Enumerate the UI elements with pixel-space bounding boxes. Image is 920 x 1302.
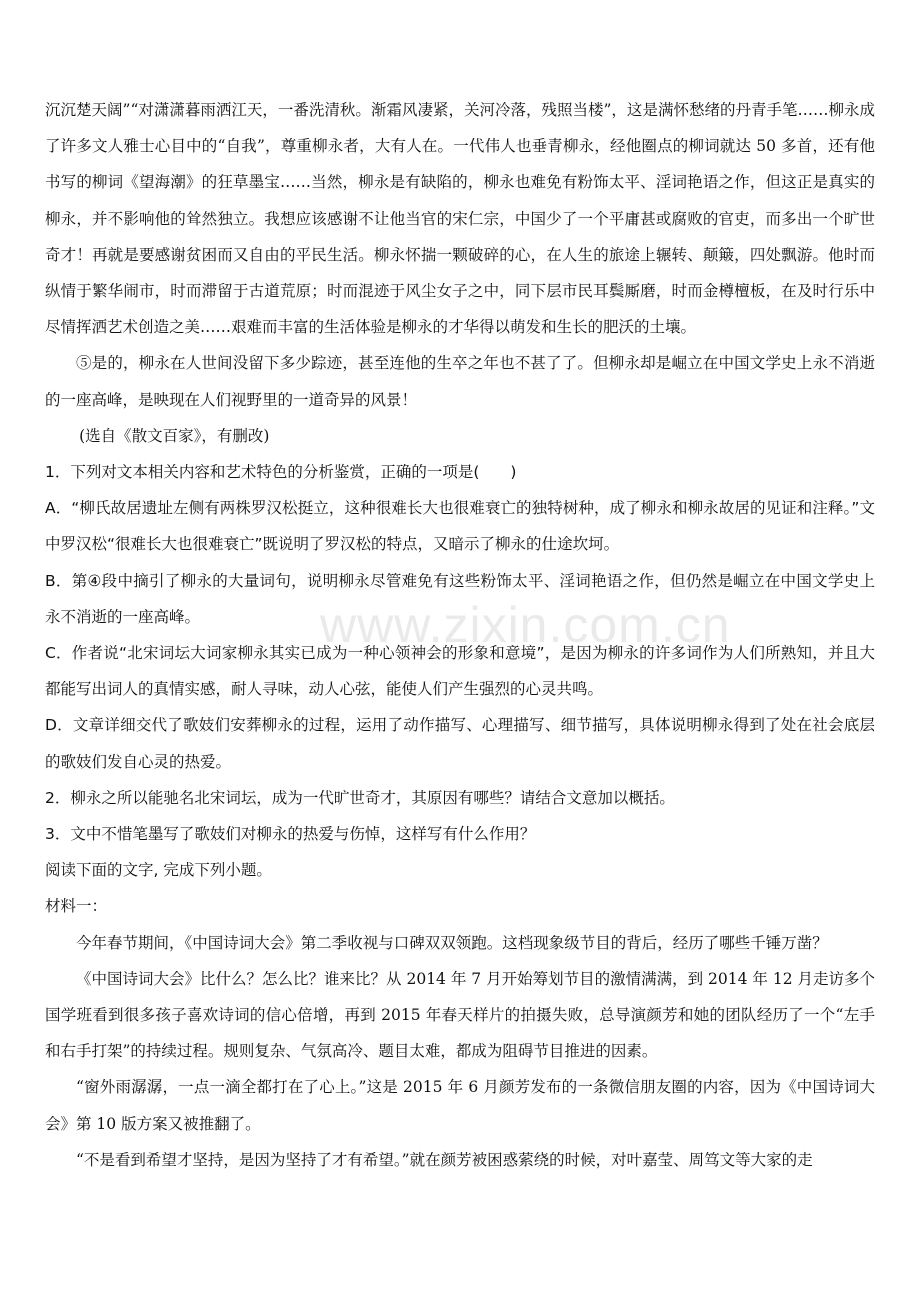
question-1: 1．下列对文本相关内容和艺术特色的分析鉴赏，正确的一项是( ) — [45, 463, 517, 482]
material-label: 材料一： — [45, 897, 108, 916]
question-3: 3．文中不惜笔墨写了歌妓们对柳永的热爱与伤悼，这样写有什么作用？ — [45, 825, 536, 844]
document-body — [45, 92, 875, 1178]
passage-paragraph-1: 沉沉楚天阔”“对潇潇暮雨洒江天，一番洗清秋。渐霜风凄紧，关河冷落，残照当楼”，这是满怀愁绪的丹青手笔……柳永成了许多文人雅士心目中的“自我”，尊重柳永者，大有人在。一代伟人也垂青柳永，经他圈点的柳词就达 50 多首，还有他书写的柳词《望海潮》的狂草墨宝……当然，柳永是有缺陷的，柳永也难免有粉饰太平、淫词艳语之作，但这正是真实的柳永，并不影响他的耸然独立。我想应该感谢不让他当官的宋仁宗，中国少了一个平庸甚或腐败的官吏，而多出一个旷世奇才！再就是要感谢贫困而又自由的平民生活。柳永怀揣一颗破碎的心，在人生的旅途上辗转、颠簸，四处飘游。他时而纵情于繁华闹市，时而滞留于古道荒原；时而混迹于风尘女子之中，同下层市民耳鬓厮磨，时而金樽檀板，在及时行乐中尽情挥洒艺术创造之美……艰难而丰富的生活体验是柳永的才华得以萌发和生长的肥沃的土壤。 — [45, 101, 875, 337]
question-2: 2．柳永之所以能驰名北宋词坛，成为一代旷世奇才，其原因有哪些？请结合文意加以概括。 — [45, 788, 675, 807]
passage-source: (选自《散文百家》，有删改) — [79, 426, 270, 445]
question-1-option-c: C．作者说“北宋词坛大词家柳永其实已成为一种心领神会的形象和意境”，是因为柳永的许多词作为人们所熟知，并且大都能写出词人的真情实感，耐人寻味，动人心弦，能使人们产生强烈的心灵共鸣。 — [45, 644, 875, 699]
question-1-option-a: A．“柳氏故居遗址左侧有两株罗汉松挺立，这种很难长大也很难衰亡的独特树种，成了柳永和柳永故居的见证和注释。”文中罗汉松“很难长大也很难衰亡”既说明了罗汉松的特点，又暗示了柳永的仕途坎坷。 — [45, 499, 875, 554]
material-paragraph-1: 今年春节期间，《中国诗词大会》第二季收视与口碑双双领跑。这档现象级节目的背后，经历了哪些千锤万凿？ — [76, 933, 828, 952]
material-paragraph-3: “窗外雨潺潺，一点一滴全都打在了心上。”这是 2015 年 6 月颜芳发布的一条微信朋友圈的内容，因为《中国诗词大会》第 10 版方案又被推翻了。 — [45, 1078, 875, 1133]
watermark: www.zixin.com.cn — [320, 597, 731, 653]
material-paragraph-4: “不是看到希望才坚持，是因为坚持了才有希望。”就在颜芳被困惑萦绕的时候，对叶嘉莹、周笃文等大家的走 — [76, 1150, 813, 1169]
reading-instruction: 阅读下面的文字, 完成下列小题。 — [45, 861, 272, 880]
question-1-option-d: D．文章详细交代了歌妓们安葬柳永的过程，运用了动作描写、心理描写、细节描写，具体说明柳永得到了处在社会底层的歌妓们发自心灵的热爱。 — [45, 716, 875, 771]
passage-paragraph-2: ⑤是的，柳永在人世间没留下多少踪迹，甚至连他的生卒之年也不甚了了。但柳永却是崛立在中国文学史上永不消逝的一座高峰，是映现在人们视野里的一道奇异的风景！ — [45, 354, 875, 409]
material-paragraph-2: 《中国诗词大会》比什么？怎么比？谁来比？从 2014 年 7 月开始筹划节目的激情满满，到 2014 年 12 月走访多个国学班看到很多孩子喜欢诗词的信心倍增，再到 2015 年春天样片的拍摄失败，总导演颜芳和她的团队经历了一个“左手和右手打架”的持续过程。规则复杂、气氛高冷、题目太难，都成为阻碍节目推进的因素。 — [45, 969, 875, 1061]
question-1-option-b: B．第④段中摘引了柳永的大量词句，说明柳永尽管难免有这些粉饰太平、淫词艳语之作，但仍然是崛立在中国文学史上永不消逝的一座高峰。 — [45, 571, 875, 626]
